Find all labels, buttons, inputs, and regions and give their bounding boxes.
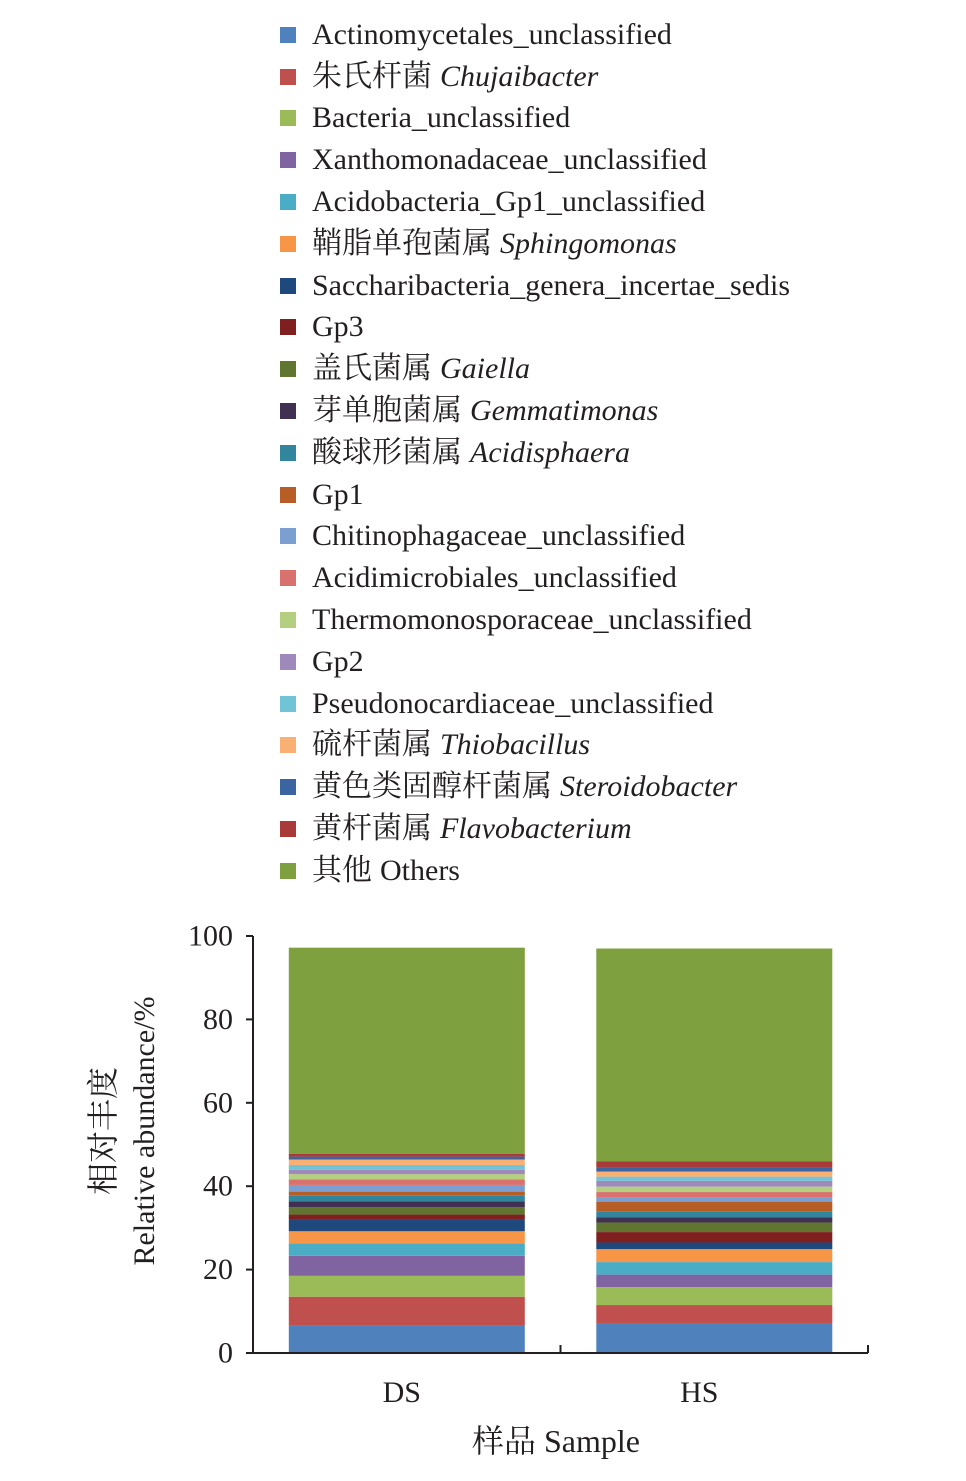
bar-segment — [596, 1167, 832, 1171]
bar-segment — [596, 1211, 832, 1217]
legend-label: Bacteria_unclassified — [312, 101, 571, 135]
bar-segment — [289, 1256, 525, 1276]
legend-label: Acidobacteria_Gp1_unclassified — [312, 185, 706, 219]
x-axis-title: 样品 Sample — [472, 1423, 640, 1459]
bar-segment — [596, 1323, 832, 1353]
bar-segment — [289, 1154, 525, 1157]
y-axis-title-cn: 相对丰度 — [85, 1066, 121, 1196]
x-tick-label: DS — [382, 1376, 421, 1409]
legend-label: Acidimicrobiales_unclassified — [312, 561, 677, 595]
bar-segment — [289, 1207, 525, 1215]
legend-label-cn: 黄色类固醇杆菌属 — [312, 770, 552, 804]
bar-segment — [289, 1243, 525, 1256]
bar-segment — [596, 1181, 832, 1187]
legend-label: Gp2 — [312, 644, 364, 678]
bar-segment — [289, 1170, 525, 1174]
bar-segment — [289, 1220, 525, 1232]
y-tick-label: 40 — [203, 1169, 233, 1203]
bar-segment — [596, 1202, 832, 1212]
legend-label-cn: 朱氏杆菌 — [312, 59, 432, 93]
legend-label-latin: Others — [380, 853, 460, 887]
bar-segment — [289, 948, 525, 1154]
bar-segment — [596, 1232, 832, 1242]
bar-segment — [596, 1222, 832, 1232]
bar-segment — [596, 1192, 832, 1197]
bar-segment — [596, 1217, 832, 1222]
legend-label-cn: 硫杆菌属 — [312, 728, 432, 762]
y-axis-title-en: Relative abundance/% — [128, 996, 161, 1266]
bar-segment — [289, 1196, 525, 1201]
bar-segment — [289, 1185, 525, 1192]
legend-label-latin: Flavobacterium — [440, 812, 632, 846]
bar-segment — [596, 1187, 832, 1192]
legend-label: Xanthomonadaceae_unclassified — [312, 143, 707, 177]
legend-label: Gp3 — [312, 310, 364, 344]
bar-segment — [289, 1326, 525, 1353]
legend-label-cn: 黄杆菌属 — [312, 812, 432, 846]
bar-segment — [289, 1297, 525, 1326]
bar-segment — [289, 1160, 525, 1165]
bar-segment — [289, 1231, 525, 1243]
legend-label-latin: Acidisphaera — [470, 435, 630, 469]
bar-segment — [596, 1172, 832, 1177]
bar-segment — [596, 1275, 832, 1288]
legend-label-cn: 酸球形菌属 — [312, 435, 462, 469]
bar-segment — [596, 1161, 832, 1167]
y-tick-label: 0 — [218, 1336, 233, 1370]
y-tick-label: 60 — [203, 1086, 233, 1120]
legend-label: Chitinophagaceae_unclassified — [312, 519, 686, 553]
bar-segment — [596, 1262, 832, 1275]
legend-label-cn: 鞘脂单孢菌属 — [312, 226, 492, 260]
x-tick-label: HS — [680, 1376, 719, 1409]
y-tick-label: 20 — [203, 1253, 233, 1287]
bar-segment — [289, 1192, 525, 1196]
bar-segment — [289, 1180, 525, 1185]
bar-segment — [596, 1242, 832, 1249]
legend-label-latin: Gaiella — [440, 352, 530, 386]
bar-segment — [289, 1165, 525, 1170]
legend-label-latin: Chujaibacter — [440, 59, 599, 93]
legend-label-latin: Sphingomonas — [500, 226, 677, 260]
bar-segment — [289, 1157, 525, 1160]
legend-label-latin: Gemmatimonas — [470, 394, 659, 428]
bar-segment — [289, 1215, 525, 1220]
y-tick-label: 100 — [188, 919, 233, 953]
bar-segment — [596, 1287, 832, 1305]
bar-segment — [596, 949, 832, 1162]
legend-label: Actinomycetales_unclassified — [312, 17, 672, 51]
bar-segment — [289, 1276, 525, 1297]
legend-label-cn: 芽单胞菌属 — [312, 394, 462, 428]
legend-label: Pseudonocardiaceae_unclassified — [312, 686, 714, 720]
legend-label: Thermomonosporaceae_unclassified — [312, 603, 752, 637]
legend-label: Saccharibacteria_genera_incertae_sedis — [312, 268, 791, 302]
bar-segment — [596, 1305, 832, 1323]
legend-label-latin: Steroidobacter — [560, 770, 738, 804]
y-tick-label: 80 — [203, 1002, 233, 1036]
bar-segment — [596, 1177, 832, 1181]
bar-segment — [596, 1249, 832, 1262]
bar-segment — [289, 1201, 525, 1207]
bar-segment — [596, 1197, 832, 1202]
legend-label-cn: 盖氏菌属 — [312, 352, 432, 386]
legend-label: Gp1 — [312, 477, 364, 511]
bar-segment — [289, 1174, 525, 1179]
legend-label-cn: 其他 — [312, 853, 372, 887]
legend-label-latin: Thiobacillus — [440, 728, 591, 762]
